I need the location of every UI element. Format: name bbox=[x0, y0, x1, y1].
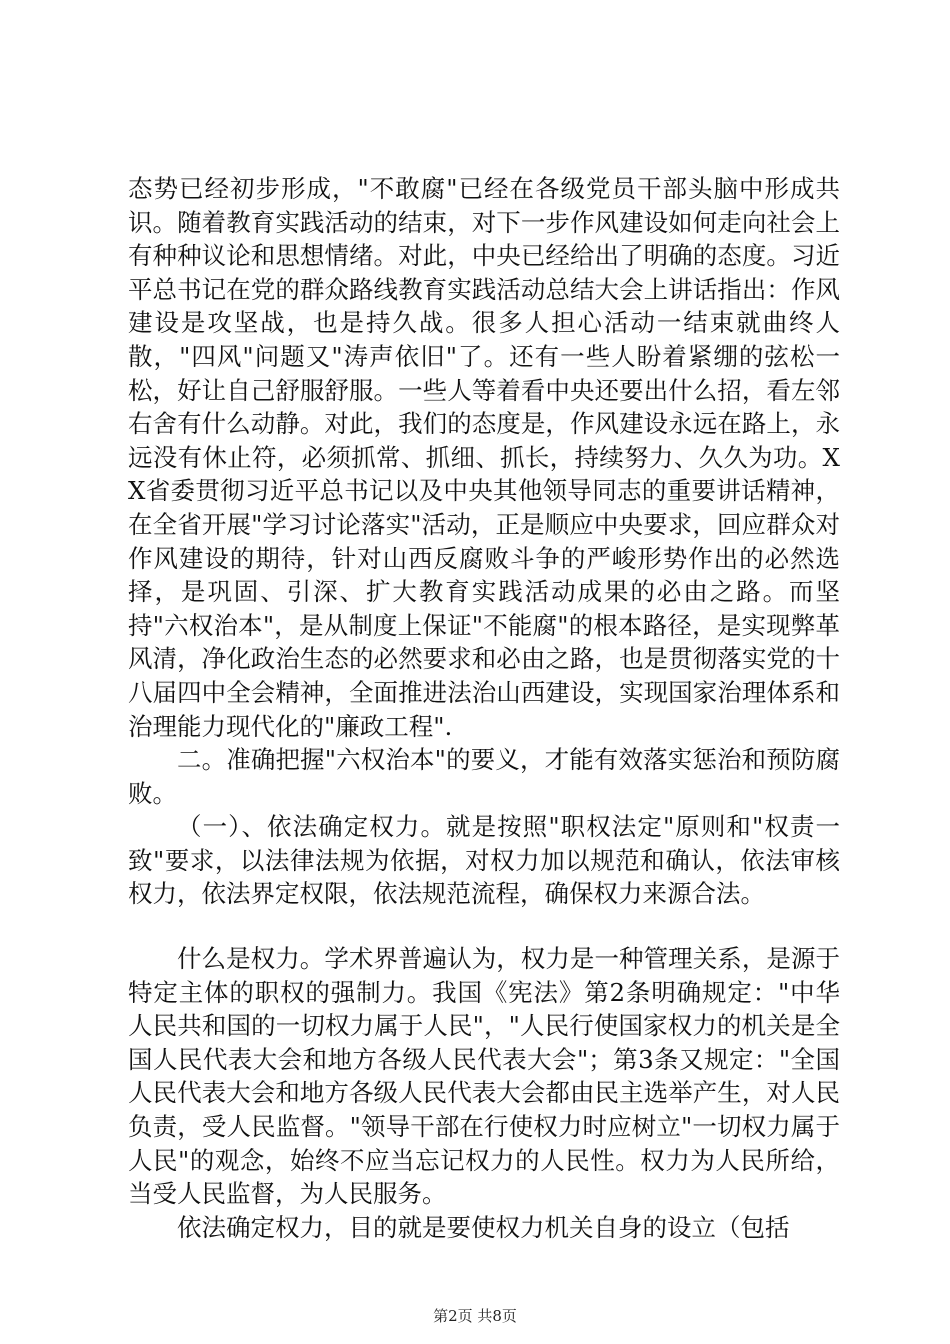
paragraph-continuation: 态势已经初步形成，"不敢腐"已经在各级党员干部头脑中形成共识。随着教育实践活动的结束，对下一步作风建设如何走向社会上有种种议论和思想情绪。对此，中央已经给出了明确的态度。习近平总书记在党的群众路线教育实践活动总结大会上讲话指出：作风建设是攻坚战，也是持久战。很多人担心活动一结束就曲终人散，"四风"问题又"涛声依旧"了。还有一些人盼着紧绷的弦松一松，好让自己舒服舒服。一些人等着看中央还要出什么招，看左邻右舍有什么动静。对此，我们的态度是，作风建设永远在路上，永远没有休止符，必须抓常、抓细、抓长，持续努力、久久为功。XX省委贯彻习近平总书记以及中央其他领导同志的重要讲话精神，在全省开展"学习讨论落实"活动，正是顺应中央要求，回应群众对作风建设的期待，针对山西反腐败斗争的严峻形势作出的必然选择，是巩固、引深、扩大教育实践活动成果的必由之路。而坚持"六权治本"，是从制度上保证"不能腐"的根本路径，是实现弊革风清，净化政治生态的必然要求和必由之路，也是贯彻落实党的十八届四中全会精神，全面推进法治山西建设，实现国家治理体系和治理能力现代化的"廉政工程". bbox=[128, 174, 840, 741]
paragraph-determine-power: 依法确定权力，目的就是要使权力机关自身的设立（包括 bbox=[177, 1212, 790, 1242]
paragraph-section-heading: 二。准确把握"六权治本"的要义，才能有效落实惩治和预防腐败。 bbox=[128, 745, 840, 808]
page-footer bbox=[0, 1306, 950, 1326]
document-body bbox=[128, 172, 840, 1244]
paragraph-subsection-one: （一）、依法确定权力。就是按照"职权法定"原则和"权责一致"要求，以法律法规为依据，对权力加以规范和确认，依法审核权力，依法界定权限，依法规范流程，确保权力来源合法。 bbox=[128, 812, 840, 909]
page-number-label: 第2页 共8页 bbox=[433, 1307, 517, 1325]
paragraph-what-is-power: 什么是权力。学术界普遍认为，权力是一种管理关系，是源于特定主体的职权的强制力。我国《宪法》第2条明确规定："中华人民共和国的一切权力属于人民"，"人民行使国家权力的机关是全国人民代表大会和地方各级人民代表大会"；第3条又规定："全国人民代表大会和地方各级人民代表大会都由民主选举产生，对人民负责，受人民监督。"领导干部在行使权力时应树立"一切权力属于人民"的观念，始终不应当忘记权力的人民性。权力为人民所给，当受人民监督，为人民服务。 bbox=[128, 944, 840, 1209]
